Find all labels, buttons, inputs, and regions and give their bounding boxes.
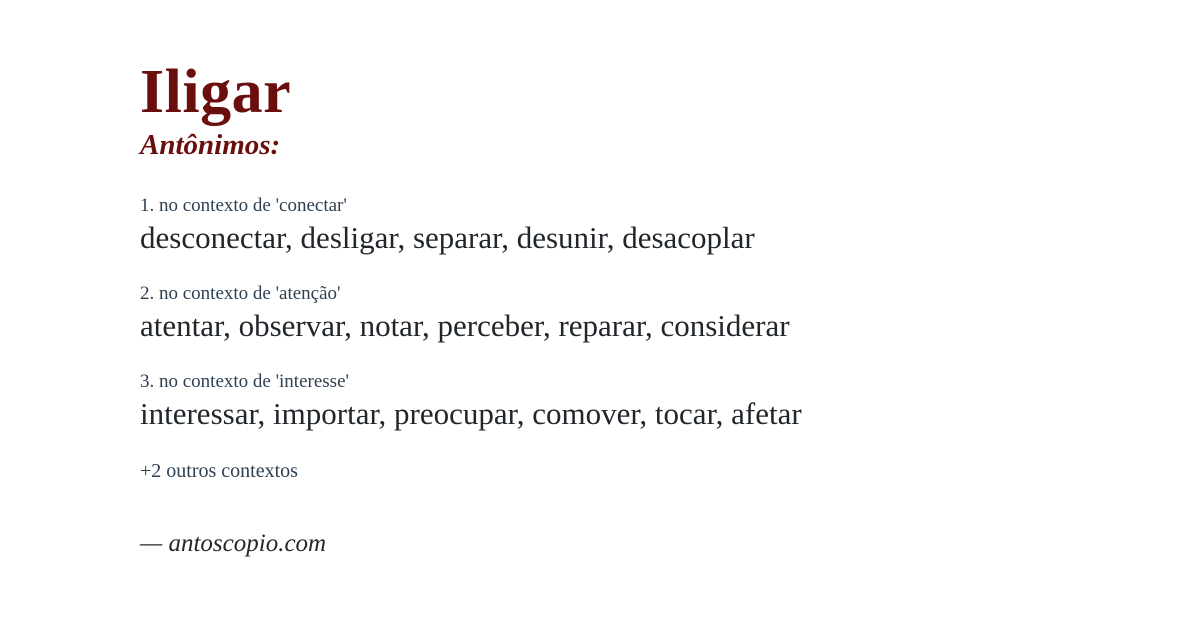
context-section (140, 195, 1160, 257)
context-label: 3. no contexto de 'interesse' (140, 371, 349, 393)
word-title: Iligar (140, 58, 292, 126)
context-section (140, 283, 1160, 345)
antonyms-list: interessar, importar, preocupar, comover, tocar, afetar (140, 395, 802, 431)
more-contexts-note: +2 outros contextos (140, 459, 298, 482)
context-label: 2. no contexto de 'atenção' (140, 283, 341, 305)
site-attribution: — antoscopio.com (140, 529, 327, 557)
context-label: 1. no contexto de 'conectar' (140, 195, 347, 217)
context-sections (140, 195, 1160, 433)
antonyms-heading: Antônimos: (140, 129, 281, 162)
antonyms-list: atentar, observar, notar, perceber, reparar, considerar (140, 308, 790, 344)
card-content (140, 60, 1160, 557)
antonyms-list: desconectar, desligar, separar, desunir, desacoplar (140, 220, 755, 256)
context-section (140, 371, 1160, 433)
